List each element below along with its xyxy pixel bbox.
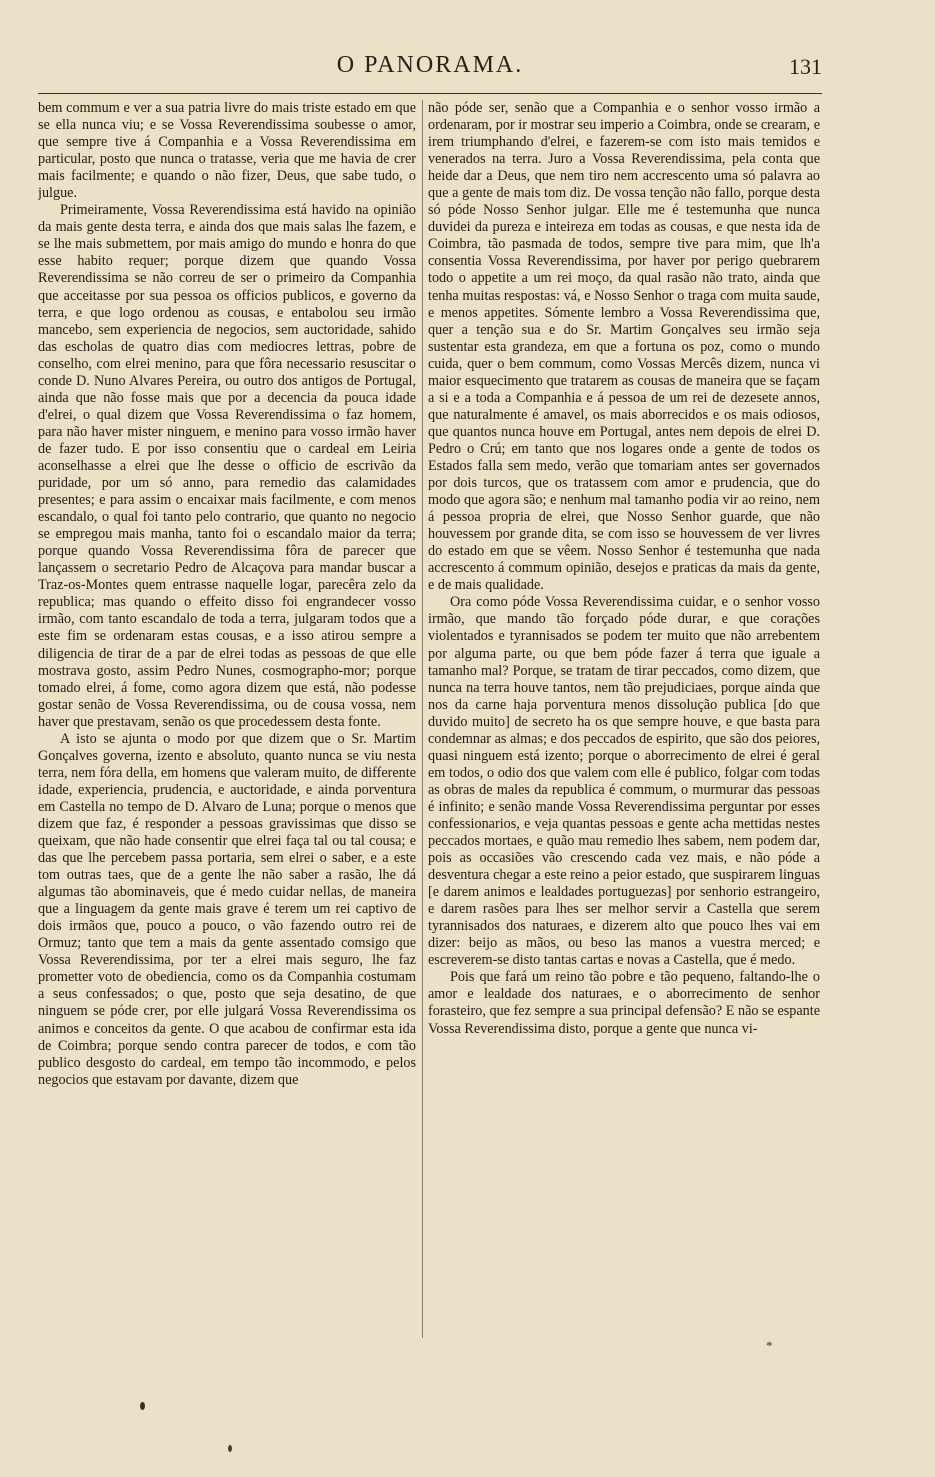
masthead-title: O PANORAMA. [336,52,524,78]
right-column [428,100,820,1350]
footnote-asterisk: * [766,1338,773,1353]
paragraph: não póde ser, senão que a Companhia e o senhor vosso irmão a ordenaram, por ir mostrar seu imperio a Coimbra, onde se crearam, e irem triumphando d'elrei, e fazerem-se com isto mais temidos e venerados na terra. Juro a Vossa Reverendissima, pela conta que heide dar a Deus, que nem tiro nem accrescento uma só palavra ao que a gente de mais tom diz. De vossa tenção não fallo, porque desta só póde Nosso Senhor julgar. Elle me é testemunha que nunca duvidei da pureza e inteireza em todas as cousas, e que nesta ida de Coimbra, tão pasmada de todos, sempre tive para mim, que lh'a consentia Vossa Reverendissima, por haver por perigo quebrarem todo o appetite a um rei moço, da qual rasão não trato, ainda que tenha muitas respostas: vá, e Nosso Senhor o traga com muita saude, e menos appetites. Sómente lembro a Vossa Reverendissima que, quer a tenção sua e do Sr. Martim Gonçalves seu irmão seja sustentar esta grandeza, em que a fortuna os poz, como o mundo cuida, quer o bem commum, como Vossas Mercês dizem, nunca vi maior esquecimento que tratarem as cousas de maneira que se façam a si e a toda a Companhia e á pessoa de um rei de dezesete annos, que naturalmente é amavel, os mais aborrecidos e os mais odiosos, que quantos nunca houve em Portugal, antes nem depois de elrei D. Pedro o Crú; em tanto que nos logares onde a gente de todos os Estados falla sem medo, verão que tomariam antes ser governados por dois turcos, que os tratassem com amor e prudencia, que do modo que agora são; e nenhum mal tamanho podia vir ao reino, nem á pessoa propria de elrei, que Nosso Senhor guarde, que não houvessem por grande dita, se com isso se houvessem de ver livres do estado em que se vêem. Nosso Senhor é testemunha que nada accrescento á commum opinião, desejos e praticas da mais da gente, e de mais qualidade. [428,100,820,594]
left-column [38,100,416,1350]
column-divider [422,100,423,1338]
header-rule [38,93,822,94]
paragraph: A isto se ajunta o modo por que dizem que o Sr. Martim Gonçalves governa, izento e absoluto, quanto nunca se viu nesta terra, nem fóra della, em homens que valeram muito, de differente idade, experiencia, prudencia, e auctoridade, e ainda porventura em Castella no tempo de D. Alvaro de Luna; porque o menos que dizem que faz, é responder a pessoas gravissimas que disso se queixam, que não hade consentir que elrei faça tal ou tal cousa; e das que lhe percebem passa portaria, sem elrei o saber, e a este tom outras taes, que de a gente lhe não saber a rasão, lhe dá algumas tão abominaveis, que é medo cuidar nellas, de maneira que a linguagem da gente mais grave é terem um rei captivo de dois irmãos que, pouco a pouco, o vão fazendo outro rei de Ormuz; tanto que tem a mais da gente assentado comsigo que Vossa Reverendissima, por ter a elrei mais seguro, lhe faz prometter voto de obediencia, como os da Companhia costumam a seus confessados; o que, posto que seja desatino, de que ninguem se póde crer, por elle julgará Vossa Reverendissima os animos e conceitos da gente. O que acabou de confirmar esta ida de Coimbra; porque sendo contra parecer de todos, e com tão publico desgosto do cardeal, em tempo tão incommodo, e pelos negocios que estavam por davante, dizem que [38,730,416,1088]
paragraph: bem commum e ver a sua patria livre do mais triste estado em que se ella nunca viu; e se Vossa Reverendissima soubesse o amor, que sempre tive á Companhia e a Vossa Reverendissima em particular, posto que nunca o tratasse, veria que me havia de crer mais facilmente; e quando o não fizer, Deus, que sabe tudo, o julgue. [38,100,416,202]
page-number: 131 [789,54,822,79]
paragraph: Ora como póde Vossa Reverendissima cuidar, e o senhor vosso irmão, que mando tão forçado póde durar, e que corações violentados e tyrannisados se podem ter muito que não arrebentem por alguma parte, ou que bem póde fazer á terra que iguale a tamanho mal? Porque, se tratam de tirar peccados, como dizem, que nunca na terra houve tantos, nem tão prejudiciaes, porque ainda que nos da carne haja porventura menos dissolução publica [do que duvido muito] de secreto ha os que sempre houve, e que basta para condemnar as almas; e dos peccados de espirito, que são dos peiores, quasi ninguem está izento; porque o aborrecimento de elrei é geral em todos, o odio dos que valem com elle é publico, folgar com todas as obras de males da republica é commum, o murmurar das pessoas é infinito; e senão mande Vossa Reverendissima perguntar por esses confessionarios, e veja quantas pessoas e gente acha mettidas nestes peccados mortaes, e quão mau remedio lhes sabem, nem podem dar, pois as occasiões vão crescendo cada vez mais, e não póde a desventura chegar a este reino a peior estado, que suspirarem linguas [e darem animos e lealdades portuguezas] por senhorio estrangeiro, e darem rasões para lhes ser melhor servir a Castella que serem tyrannisados dos naturaes, e dizerem alto que pouco lhes vai em dizer: beijo as mãos, ou beso las manos a vuestra merced; e escreverem-se disto tantas cartas e novas a Castella, que é medo. [428,594,820,969]
paragraph: Primeiramente, Vossa Reverendissima está havido na opinião da mais gente desta terra, e ainda dos que mais salas lhe fazem, e se lhe mais submettem, por mais amigo do mundo e honra do que esse habito requer; porque dizem que quando Vossa Reverendissima se não correu de ser o primeiro da Companhia que acceitasse por sua pessoa os officios publicos, e governo da terra, e que logo ordenou as cousas, e entabolou seu irmão mancebo, sem experiencia de negocios, sem auctoridade, sahido das escholas de quatro dias com mediocres lettras, pobre de conselho, com elrei menino, para que fôra necessario resuscitar o conde D. Nuno Alvares Pereira, ou outro dos antigos de Portugal, ainda que não fosse mais que por a decencia da pouca idade d'elrei, o qual dizem que Vossa Reverendissima o faz homem, para não haver mister ninguem, e menino para vosso irmão haver de fazer tudo. E por isso consentiu que o cardeal em Leiria aconselhasse a elrei que lhe desse o officio de escrivão da puridade, por um só anno, para remedio das calamidades presentes; e para assim o encaixar mais facilmente, e com menos escandalo, o qual foi tanto pelo contrario, que quanto no negocio se empregou mais manha, tanto foi o escandalo maior da terra; porque quando Vossa Reverendissima fôra de parecer que lançassem o secretario Pedro de Alcaçova para mandar buscar a Traz-os-Montes quem entrasse naquelle logar, parecêra zelo da republica; mas quando o effeito disso foi engrandecer vosso irmão, com tanto escandalo de toda a terra, julgaram todos que a este fim se ordenaram estas cousas, e a isso atirou sempre a diligencia de tirar de a par de elrei todas as pessoas de que elle mostrava gosto, assim Pedro Nunes, cosmographo-mor; porque tomado elrei, á fome, como agora dizem que está, não podesse gostar senão de Vossa Reverendissima, ou de cousa vossa, nem haver que prestavam, senão os que procedessem desta fonte. [38,202,416,730]
ink-spot [228,1445,232,1452]
paragraph: Pois que fará um reino tão pobre e tão pequeno, faltando-lhe o amor e lealdade dos naturaes, e o aborrecimento de senhor forasteiro, que fez sempre a sua principal defensão? E não se espante Vossa Reverendissima disto, porque a gente que nunca vi- [428,969,820,1037]
page-header [38,52,822,86]
ink-spot [140,1402,145,1410]
